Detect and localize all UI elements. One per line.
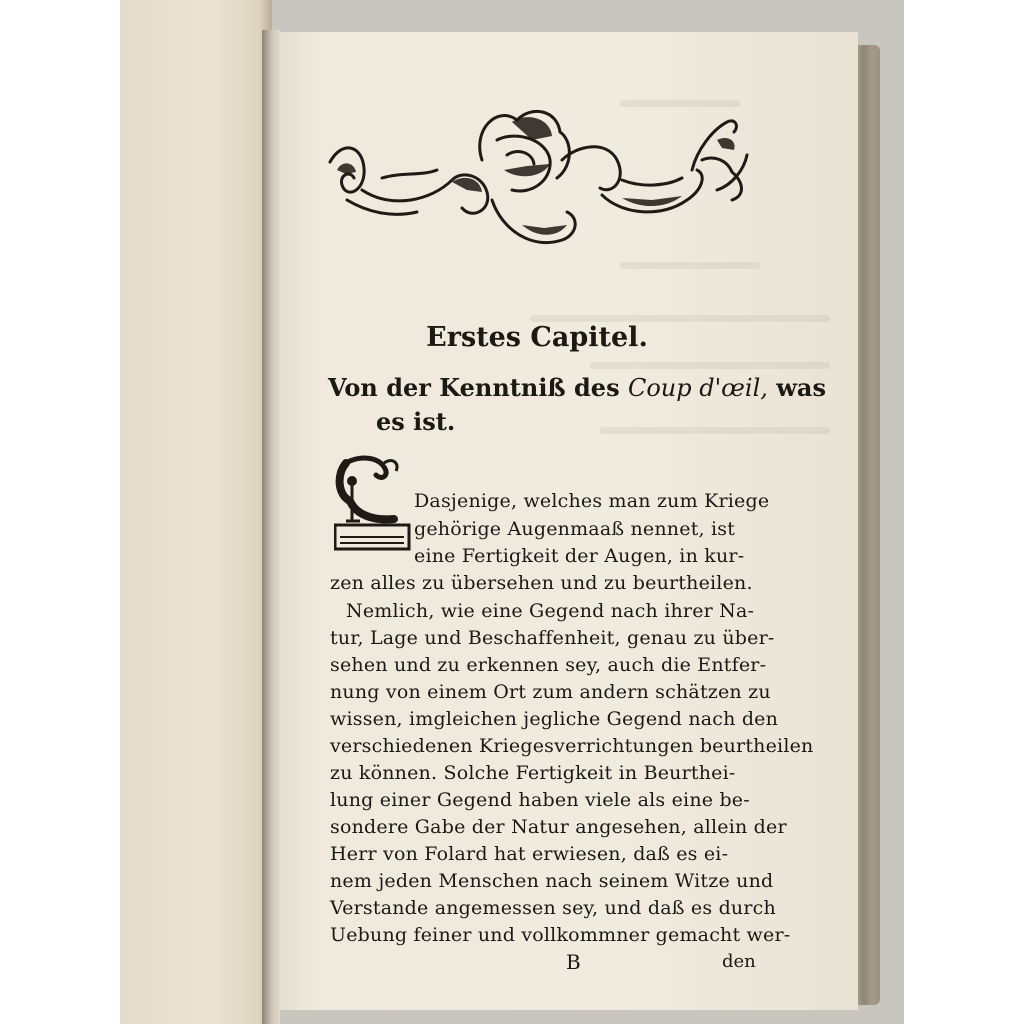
body-line: zu können. Solche Fertigkeit in Beurthei- xyxy=(330,762,736,784)
heading-text-end: was xyxy=(767,373,826,402)
body-line: sondere Gabe der Natur angesehen, allein der xyxy=(330,816,787,838)
signature-mark: B xyxy=(566,950,581,974)
body-line: tur, Lage und Beschaffenheit, genau zu über- xyxy=(330,627,775,649)
body-line: Nemlich, wie eine Gegend nach ihrer Na- xyxy=(346,600,755,622)
body-line: nem jeden Menschen nach seinem Witze und xyxy=(330,870,774,892)
body-line: gehörige Augenmaaß nennet, ist xyxy=(414,518,736,540)
chapter-title: Erstes Capitel. xyxy=(426,322,648,353)
chapter-heading-line-1 xyxy=(328,373,826,402)
decorated-initial-icon xyxy=(334,455,412,551)
chapter-heading-line-2: es ist. xyxy=(376,407,456,436)
heading-text: Von der Kenntniß des xyxy=(328,373,628,402)
catchword: den xyxy=(722,951,756,972)
heading-italic-term: Coup d'œil, xyxy=(627,374,768,402)
body-line: Herr von Folard hat erwiesen, daß es ei- xyxy=(330,843,729,865)
show-through-text xyxy=(590,362,830,369)
rococo-ornament-icon xyxy=(322,100,754,260)
body-line: eine Fertigkeit der Augen, in kur- xyxy=(414,545,745,567)
body-line: sehen und zu erkennen sey, auch die Entfer- xyxy=(330,654,767,676)
show-through-text xyxy=(620,262,760,269)
body-line: lung einer Gegend haben viele als eine be- xyxy=(330,789,750,811)
body-line: Dasjenige, welches man zum Kriege xyxy=(414,490,770,512)
body-line: wissen, imgleichen jegliche Gegend nach den xyxy=(330,708,779,730)
body-line: verschiedenen Kriegesverrichtungen beurtheilen xyxy=(330,735,814,757)
show-through-text xyxy=(600,427,830,434)
body-line: nung von einem Ort zum andern schätzen zu xyxy=(330,681,771,703)
body-line: Uebung feiner und vollkommner gemacht wer- xyxy=(330,924,791,946)
body-line: zen alles zu übersehen und zu beurtheilen. xyxy=(330,572,753,594)
left-page xyxy=(120,0,272,1024)
show-through-text xyxy=(530,315,830,322)
body-line: Verstande angemessen sey, und daß es durch xyxy=(330,897,776,919)
book-gutter xyxy=(262,30,280,1024)
